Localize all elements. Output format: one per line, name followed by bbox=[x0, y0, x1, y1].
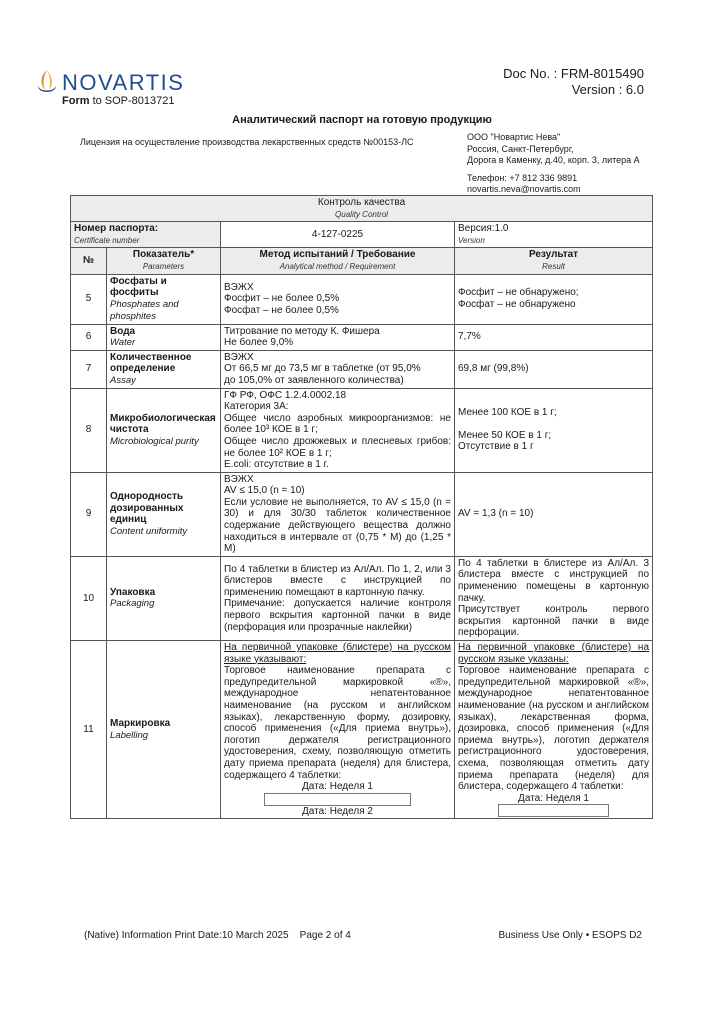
form-reference: Form to SOP-8013721 bbox=[62, 95, 175, 107]
page-number: Page 2 of 4 bbox=[299, 930, 351, 941]
quality-control-header: Контроль качества Quality Control bbox=[71, 196, 653, 222]
license-text: Лицензия на осуществление производства лекарственных средств №00153-ЛС bbox=[80, 137, 414, 147]
print-date: (Native) Information Print Date:10 March 2025 Page 2 of 4 bbox=[84, 930, 351, 941]
table-row: 7 Количественное определение Assay ВЭЖХ От 66,5 мг до 73,5 мг в таблетке (от 95,0% до 105,0% от заявленного количества) 69,8 мг (99,8%) bbox=[71, 350, 653, 388]
table-row: 8 Микробиологическая чистота Microbiological purity ГФ РФ, ОФС 1.2.4.0002.18 Категория 3А: Общее число аэробных микроорганизмов: не более 10³ КОЕ в 1 г; Общее число дрожжевых и плесневых грибов: не более 10² КОЕ в 1 г; E.coli: отсутствие в 1 г. Менее 100 КОЕ в 1 г; Менее 50 КОЕ в 1 г; Отсутствие в 1 г bbox=[71, 388, 653, 472]
novartis-logo-icon bbox=[36, 68, 58, 98]
table-row: 5 Фосфаты и фосфиты Phosphates and phosphites ВЭЖХ Фосфит – не более 0,5% Фосфат – не более 0,5% Фосфит – не обнаружено; Фосфат – не обнаружено bbox=[71, 274, 653, 324]
table-row: 11 Маркировка Labelling На первичной упаковке (блистере) на русском языке указывают: Торговое наименование препарата с предупредительной маркировкой «®», международное непатентованное наименование (на русском и английском языках), лекарственную форму, дозировку, способ применения («Для приема внутрь»), логотип держателя регистрационного удостоверения, схему, позволяющую отметить дату приема препарата (неделя) для блистера, содержащего 4 таблетки: Дата: Неделя 1 Дата: Неделя 2 На первичной упаковке (блистере) на русском языке указаны: Торговое наименование препарата с предупредительной маркировкой «®», международное непатентованное наименование (на русском и английском языках), лекарственная форма, дозировка, способ применения («Для приема внутрь»), логотип держателя регистрационного удостоверения, схема, позволяющая отметить дату приема препарата (неделя) для блистера, содержащего 4 таблетки: Дата: Неделя 1 bbox=[71, 641, 653, 819]
certificate-table bbox=[70, 195, 653, 819]
table-row: 6 Вода Water Титрование по методу К. Фишера Не более 9,0% 7,7% bbox=[71, 324, 653, 350]
document-number: Doc No. : FRM-8015490 Version : 6.0 bbox=[503, 66, 644, 97]
classification: Business Use Only • ESOPS D2 bbox=[498, 930, 642, 941]
table-row: 9 Однородность дозированных единиц Content uniformity ВЭЖХ AV ≤ 15,0 (n = 10) Если условие не выполняется, то AV ≤ 15,0 (n = 30) и для 30/30 таблеток количественное содержание действующего вещества должно находиться в интервале от (0,75 * M) до (1,25 * M) AV = 1,3 (n = 10) bbox=[71, 472, 653, 556]
date-box bbox=[498, 804, 609, 817]
page-title: Аналитический паспорт на готовую продукцию bbox=[232, 114, 492, 126]
date-box bbox=[264, 793, 411, 806]
company-address: ООО "Новартис Нева" Россия, Санкт-Петербург, Дорога в Каменку, д.40, корп. 3, литера А Телефон: +7 812 336 9891 novartis.neva@novartis.com bbox=[467, 132, 640, 194]
certificate-number-row: Номер паспорта: Certificate number 4-127-0225 Версия:1.0 Version bbox=[71, 222, 653, 248]
brand-name: NOVARTIS bbox=[62, 70, 185, 95]
certificate-number-value: 4-127-0225 bbox=[221, 222, 455, 248]
column-headers: № Показатель* Parameters Метод испытаний / Требование Analytical method / Requirement Результат Result bbox=[71, 248, 653, 274]
table-row: 10 Упаковка Packaging По 4 таблетки в блистер из Ал/Ал. По 1, 2, или 3 блистеров вместе с инструкцией по применению помещают в картонную пачку. Примечание: допускается наличие контроля первого вскрытия картонной пачки в виде (перфорация или прозрачные наклейки) По 4 таблетки в блистере из Ал/Ал. 3 блистера вместе с инструкцией по применению помещены в картонную пачку. Присутствует контроль первого вскрытия картонной пачки в виде перфорации. bbox=[71, 556, 653, 640]
